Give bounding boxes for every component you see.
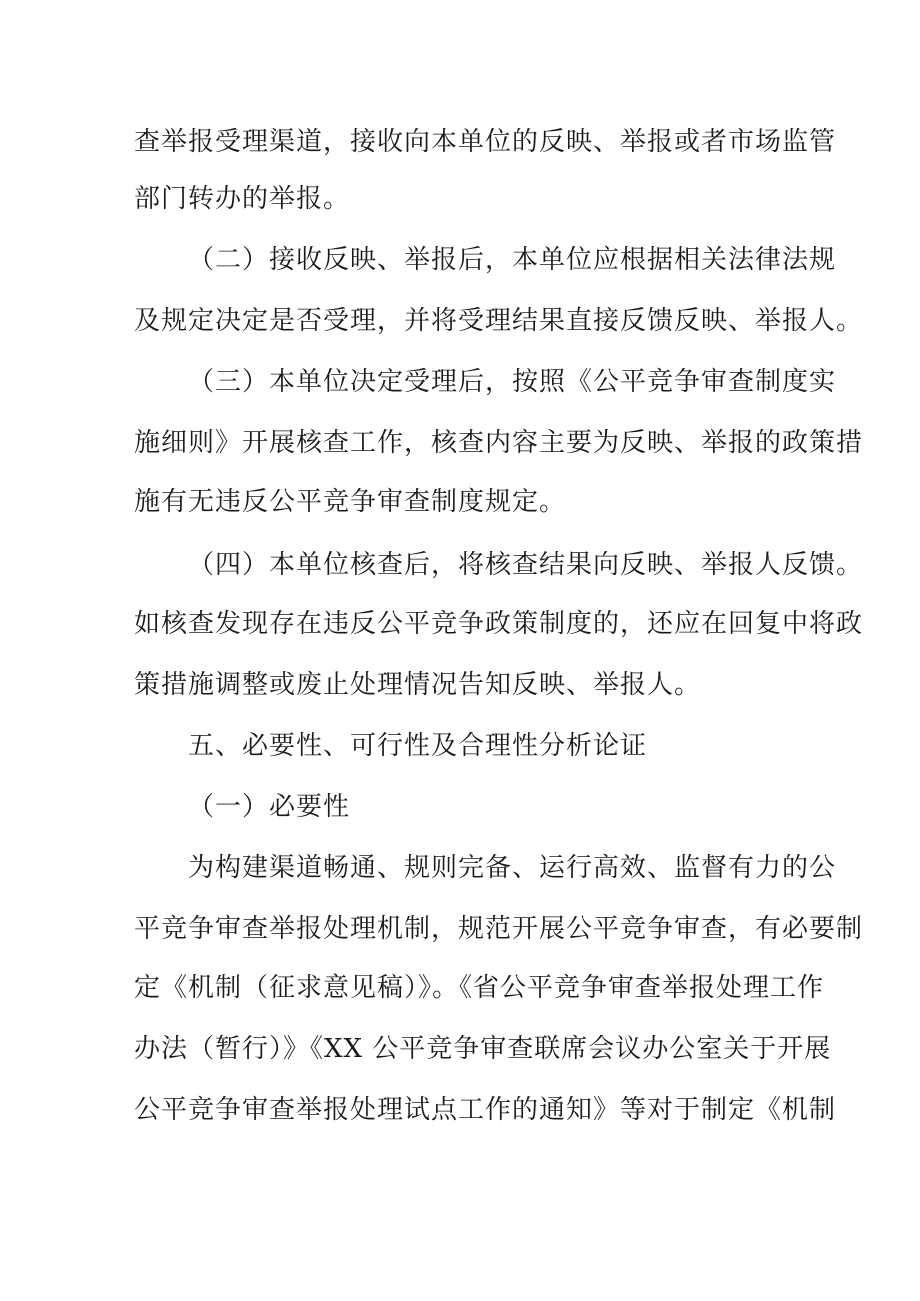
section-5-heading: 五、必要性、可行性及合理性分析论证 <box>188 731 648 761</box>
paragraph-4-heading-line: （四）本单位核查后，将核查结果向反映、举报人反馈。 <box>188 550 864 580</box>
body-text-line: 施细则》开展核查工作，核查内容主要为反映、举报的政策措 <box>134 428 864 458</box>
body-text-line: 查举报受理渠道，接收向本单位的反映、举报或者市场监管 <box>134 127 837 157</box>
body-text-line: 为构建渠道畅通、规则完备、运行高效、监督有力的公 <box>188 853 837 883</box>
body-text-line: 平竞争审查举报处理机制，规范开展公平竞争审查，有必要制 <box>134 914 864 944</box>
body-text-line: 及规定决定是否受理，并将受理结果直接反馈反映、举报人。 <box>134 306 864 336</box>
body-text-line: 定《机制（征求意见稿）》。《省公平竞争审查举报处理工作 <box>134 973 825 1003</box>
paragraph-2-heading-line: （二）接收反映、举报后，本单位应根据相关法律法规 <box>188 245 837 275</box>
body-text-line: 如核查发现存在违反公平竞争政策制度的，还应在回复中将政 <box>134 609 864 639</box>
body-text-line: 施有无违反公平竞争审查制度规定。 <box>134 487 567 517</box>
body-text-line: 策措施调整或废止处理情况告知反映、举报人。 <box>134 670 702 700</box>
paragraph-3-heading-line: （三）本单位决定受理后，按照《公平竞争审查制度实 <box>188 367 837 397</box>
subsection-necessity-heading: （一）必要性 <box>188 792 351 822</box>
body-text-line: 部门转办的举报。 <box>134 184 351 214</box>
body-text-line: 办法（暂行）》《XX 公平竞争审查联席会议办公室关于开展 <box>134 1034 832 1064</box>
body-text-line: 公平竞争审查举报处理试点工作的通知》等对于制定《机制 <box>134 1095 837 1125</box>
